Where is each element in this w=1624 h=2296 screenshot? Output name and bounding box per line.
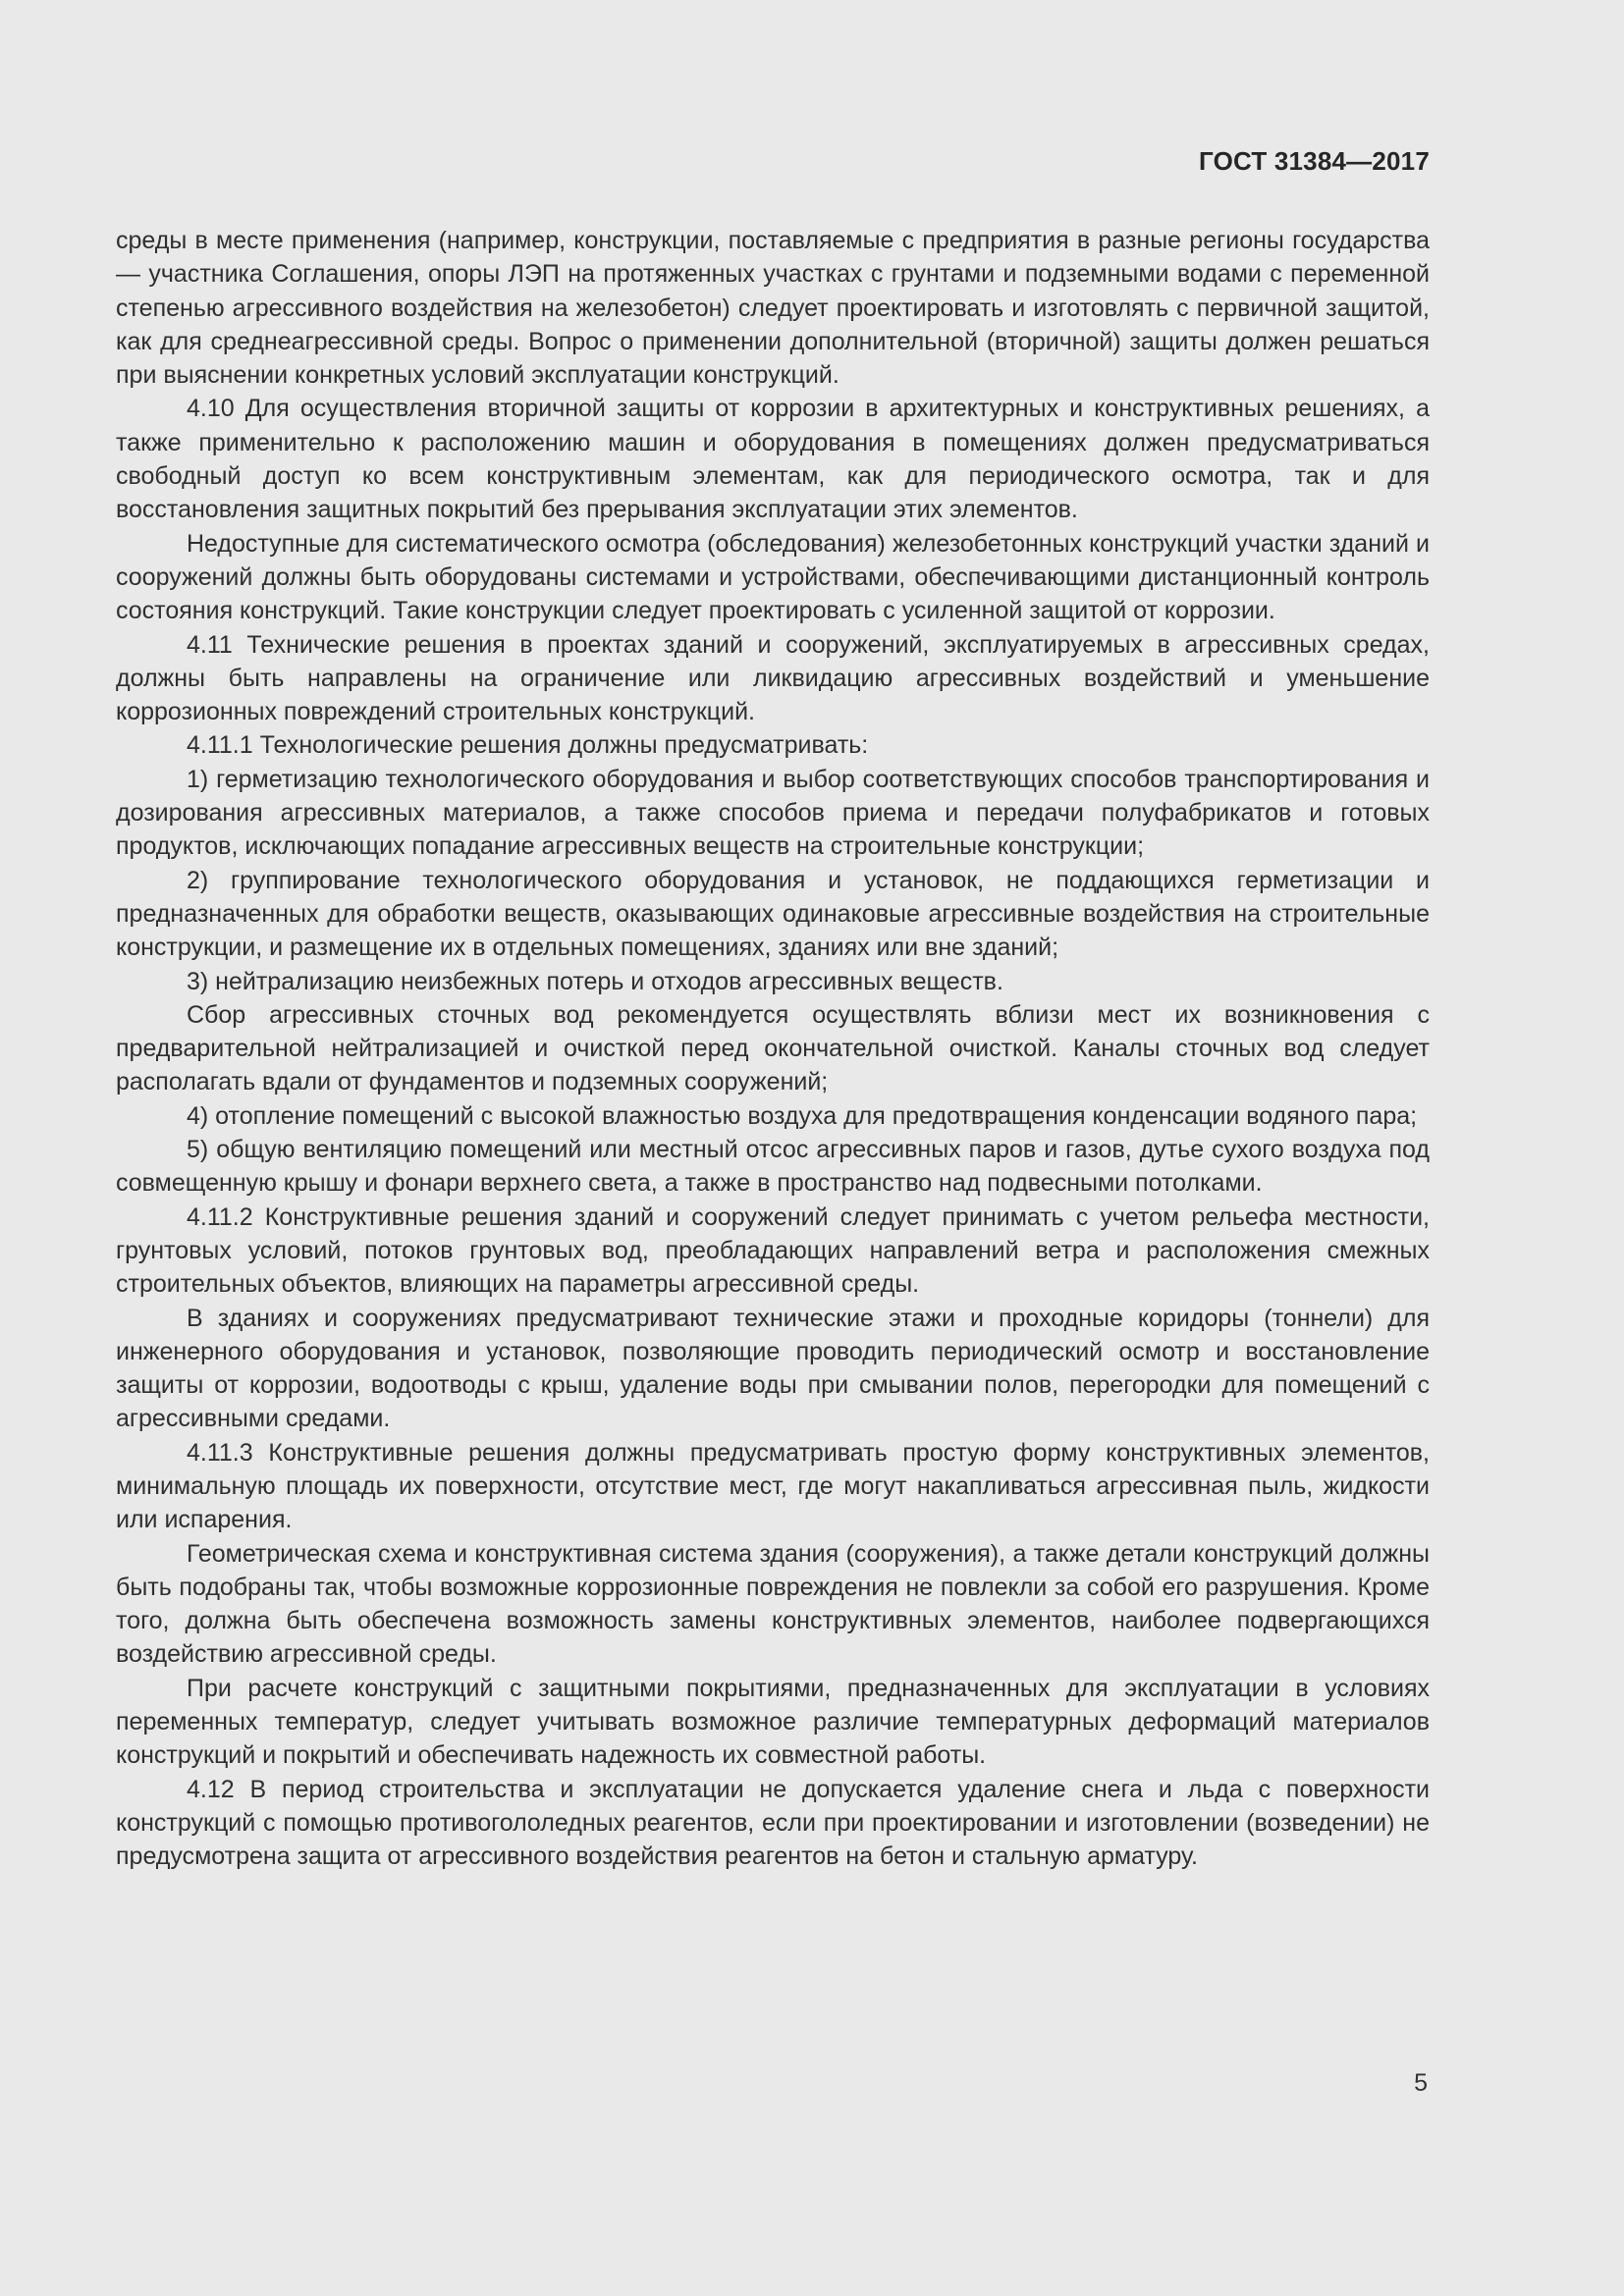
document-header-id: ГОСТ 31384—2017 [1199,146,1430,176]
paragraph-wastewater: Сбор агрессивных сточных вод рекомендуется осуществлять вблизи мест их возникновения с предварительной нейтрализацией и очисткой перед окончательной очисткой. Каналы сточных вод следует располагать вдали от фундаментов и подземных сооружений; [116,1000,1430,1096]
paragraph-inaccessible-sections: Недоступные для систематического осмотра (обследования) железобетонных конструкций участки зданий и сооружений должны быть оборудованы системами и устройствами, обеспечивающими дистанционный контроль состояния конструкций. Такие конструкции следует проектировать с усиленной защитой от коррозии. [116,529,1430,625]
page-number: 5 [1414,2069,1428,2097]
paragraph-4-11-1: 4.11.1 Технологические решения должны предусматривать: [187,731,869,760]
paragraph-4-10: 4.10 Для осуществления вторичной защиты от коррозии в архитектурных и конструктивных решениях, а также применительно к расположению машин и оборудования в помещениях должен предусматриваться свободный доступ ко всем конструктивным элементам, как для периодического осмотра, так и для восстановления защитных покрытий без прерывания эксплуатации этих элементов. [116,395,1430,524]
list-item-3: 3) нейтрализацию неизбежных потерь и отходов агрессивных веществ. [187,967,1003,995]
paragraph-protective-coatings: При расчете конструкций с защитными покрытиями, предназначенных для эксплуатации в условиях переменных температур, следует учитывать возможное различие температурных деформаций материалов конструкций и покрытий и обеспечивать надежность их совместной работы. [116,1674,1430,1770]
paragraph-4-11: 4.11 Технические решения в проектах зданий и сооружений, эксплуатируемых в агрессивных средах, должны быть направлены на ограничение или ликвидацию агрессивных воздействий и уменьшение коррозионных повреждений строительных конструкций. [116,630,1430,726]
list-item-5: 5) общую вентиляцию помещений или местный отсос агрессивных паров и газов, дутье сухого воздуха под совмещенную крышу и фонари верхнего света, а также в пространство над подвесными потолками. [116,1136,1430,1198]
list-item-4: 4) отопление помещений с высокой влажностью воздуха для предотвращения конденсации водяного пара; [187,1101,1418,1130]
list-item-2: 2) группирование технологического оборудования и установок, не поддающихся герметизации и предназначенных для обработки веществ, оказывающих одинаковые агрессивные воздействия на строительные конструкции, и размещение их в отдельных помещениях, зданиях или вне зданий; [116,866,1430,962]
list-item-1: 1) герметизацию технологического оборудования и выбор соответствующих способов транспортирования и дозирования агрессивных материалов, а также способов приема и передачи полуфабрикатов и готовых продуктов, исключающих попадание агрессивных веществ на строительные конструкции; [116,765,1430,861]
paragraph-technical-floors: В зданиях и сооружениях предусматривают технические этажи и проходные коридоры (тоннели) для инженерного оборудования и установок, позволяющие проводить периодический осмотр и восстановление защиты от коррозии, водоотводы с крыш, удаление воды при смывании полов, перегородки для помещений с агрессивными средами. [116,1304,1430,1433]
paragraph-4-11-2: 4.11.2 Конструктивные решения зданий и сооружений следует принимать с учетом рельефа местности, грунтовых условий, потоков грунтовых вод, преобладающих направлений ветра и расположения смежных строительных объектов, влияющих на параметры агрессивной среды. [116,1202,1430,1299]
paragraph-4-11-3: 4.11.3 Конструктивные решения должны предусматривать простую форму конструктивных элементов, минимальную площадь их поверхности, отсутствие мест, где могут накапливаться агрессивная пыль, жидкости или испарения. [116,1438,1430,1534]
paragraph-geometric-scheme: Геометрическая схема и конструктивная система здания (сооружения), а также детали конструкций должны быть подобраны так, чтобы возможные коррозионные повреждения не повлекли за собой его разрушения. Кроме того, должна быть обеспечена возможность замены конструктивных элементов, наиболее подвергающихся воздействию агрессивной среды. [116,1539,1430,1669]
paragraph-4-12: 4.12 В период строительства и эксплуатации не допускается удаление снега и льда с поверхности конструкций с помощью противогололедных реагентов, если при проектировании и изготовлении (возведении) не предусмотрена защита от агрессивного воздействия реагентов на бетон и стальную арматуру. [116,1775,1430,1871]
paragraph-continuation: среды в месте применения (например, конструкции, поставляемые с предприятия в разные регионы государства — участника Соглашения, опоры ЛЭП на протяженных участках с грунтами и подземными водами с переменной степенью агрессивного воздействия на железобетон) следует проектировать и изготовлять с первичной защитой, как для среднеагрессивной среды. Вопрос о применении дополнительной (вторичной) защиты должен решаться при выяснении конкретных условий эксплуатации конструкций. [116,227,1430,390]
body-text [116,224,1430,1874]
